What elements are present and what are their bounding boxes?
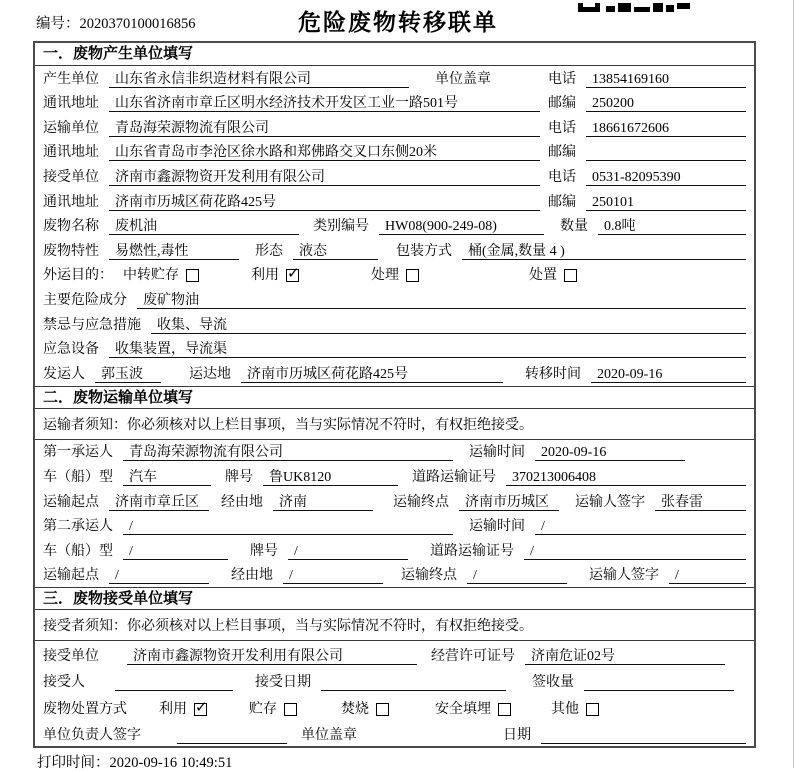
permit2-value: / [524, 543, 746, 560]
row-waste-props [35, 238, 754, 263]
waste-form-value: 液态 [293, 243, 378, 260]
receiver-zip-label: 邮编 [548, 194, 576, 210]
vehicle2-value: / [123, 543, 228, 560]
carrier1-value: 青岛海荣源物流有限公司 [123, 444, 453, 461]
destination-label: 运达地 [189, 366, 231, 382]
route2-sign-label: 运输人签字 [589, 568, 659, 584]
serial-value: 2020370100016856 [79, 16, 196, 32]
permit2-label: 道路运输证号 [430, 543, 514, 559]
utilize-checkbox [286, 269, 299, 282]
section2-notice: 运输者须知：你必须核对以上栏目事项，当与实际情况不符时，有权拒绝接受。 [35, 409, 754, 440]
page-right-edge [793, 0, 794, 768]
taboo-label: 禁忌与应急措施 [43, 317, 141, 333]
row-transporter [35, 115, 754, 140]
route2-end-label: 运输终点 [401, 568, 457, 584]
page-title: 危险废物转移联单 [298, 10, 498, 35]
section3-header: 三．废物接受单位填写 [35, 587, 754, 610]
waste-props-label: 废物特性 [43, 243, 99, 259]
acceptor-label: 接受人 [43, 675, 85, 691]
producer-value: 山东省永信非织造材料有限公司 [109, 71, 409, 88]
row-hazard [35, 287, 754, 312]
row-vehicle1 [35, 464, 754, 489]
qr-code-fragment-icon [578, 0, 690, 10]
row-transporter-address [35, 140, 754, 165]
shipper-label: 发运人 [43, 366, 85, 382]
plate2-value: / [288, 543, 408, 560]
disposal-incinerate-checkbox [376, 703, 389, 716]
waste-pack-value: 桶(金属,数量 4 ) [462, 243, 746, 260]
transporter-address-value: 山东省青岛市李沧区徐水路和郑佛路交叉口东侧20米 [109, 144, 540, 161]
route2-start-label: 运输起点 [43, 568, 99, 584]
taboo-value: 收集、导流 [151, 317, 746, 334]
destination-value: 济南市历城区荷花路425号 [241, 366, 503, 383]
row-receiver [35, 164, 754, 189]
row-receiver-address [35, 189, 754, 214]
treat-checkbox [406, 269, 419, 282]
receiver-address-value: 济南市历城区荷花路425号 [109, 194, 540, 211]
row-disposal-method [35, 694, 754, 721]
carrier1-label: 第一承运人 [43, 445, 113, 461]
waste-form-label: 形态 [255, 243, 283, 259]
signature-label: 单位负责人签字 [43, 728, 141, 744]
row-taboo [35, 312, 754, 337]
disposal-other-checkbox [586, 703, 599, 716]
disposal-option-other: 其他 [551, 701, 599, 718]
section3-notice: 接受者须知：你必须核对以上栏目事项，当与实际情况不符时，有权拒绝接受。 [35, 610, 754, 641]
disposal-option-landfill: 安全填埋 [435, 701, 511, 718]
carrier2-label: 第二承运人 [43, 519, 113, 535]
purpose-option-treat: 处理 [371, 267, 419, 284]
transporter-zip-label: 邮编 [548, 145, 576, 161]
row-route2 [35, 563, 754, 588]
plate2-label: 牌号 [250, 543, 278, 559]
date-value [541, 727, 746, 744]
equipment-label: 应急设备 [43, 342, 99, 358]
plate1-label: 牌号 [225, 469, 253, 485]
row-vehicle2 [35, 538, 754, 563]
disposal-label: 废物处置方式 [43, 701, 127, 717]
disposal-utilize-checkbox [194, 703, 207, 716]
purpose-option-dispose: 处置 [529, 267, 577, 284]
transfer-time-label: 转移时间 [525, 366, 581, 382]
waste-qty-label: 数量 [560, 219, 588, 235]
row-shipper [35, 361, 754, 386]
equipment-value: 收集装置，导流渠 [109, 341, 746, 358]
row-carrier1 [35, 440, 754, 465]
row-purpose [35, 263, 754, 288]
row-route1 [35, 489, 754, 514]
transporter-value: 青岛海荣源物流有限公司 [109, 120, 540, 137]
route1-start-value: 济南市章丘区 [109, 494, 209, 511]
signature-value [177, 727, 287, 744]
waste-code-label: 类别编号 [313, 219, 369, 235]
route2-via-label: 经由地 [231, 568, 273, 584]
section1-header: 一．废物产生单位填写 [35, 43, 754, 66]
waste-name-value: 废机油 [109, 218, 299, 235]
accept-date-label: 接受日期 [255, 675, 311, 691]
route2-end-value: / [467, 567, 567, 584]
disposal-option-utilize: 利用 ✓ [159, 701, 207, 718]
section2-header: 二．废物运输单位填写 [35, 386, 754, 409]
acceptor-value [115, 674, 233, 691]
shipper-value: 郭玉波 [95, 366, 161, 383]
row-waste-name [35, 214, 754, 239]
receiver-label: 接受单位 [43, 169, 99, 185]
serial-label: 编号： [36, 16, 80, 32]
transporter-address-label: 通讯地址 [43, 145, 99, 161]
carrier1-time-label: 运输时间 [469, 445, 525, 461]
row-producer-address [35, 91, 754, 116]
print-time [37, 751, 232, 772]
row-acceptor [35, 668, 754, 695]
purpose-option-transfer-storage: 中转贮存 [123, 267, 199, 284]
vehicle1-label: 车（船）型 [43, 469, 113, 485]
route2-sign-value: / [669, 567, 746, 584]
receiver-zip-value: 250101 [586, 194, 746, 211]
vehicle2-label: 车（船）型 [43, 543, 113, 559]
transporter-phone-label: 电话 [548, 120, 576, 136]
producer-zip-label: 邮编 [548, 96, 576, 112]
disposal-option-storage: 贮存 [249, 701, 297, 718]
receipt-qty-label: 签收量 [532, 675, 574, 691]
disposal-landfill-checkbox [498, 703, 511, 716]
date-label: 日期 [503, 728, 531, 744]
receiver-address-label: 通讯地址 [43, 194, 99, 210]
print-time-label: 打印时间： [37, 755, 110, 771]
hazard-label: 主要危险成分 [43, 292, 127, 308]
waste-pack-label: 包装方式 [396, 243, 452, 259]
transporter-label: 运输单位 [43, 120, 99, 136]
carrier2-time-value: / [535, 518, 746, 535]
transporter-phone-value: 18661672606 [586, 120, 746, 137]
accept-date-value [321, 674, 506, 691]
receipt-qty-value [584, 674, 734, 691]
vehicle1-value: 汽车 [123, 469, 211, 486]
disposal-option-incinerate: 焚烧 [341, 701, 389, 718]
permit1-label: 道路运输证号 [412, 469, 496, 485]
producer-stamp-label: 单位盖章 [435, 71, 491, 87]
producer-zip-value: 250200 [586, 95, 746, 112]
receiver-phone-value: 0531-82095390 [586, 169, 746, 186]
stamp-label: 单位盖章 [301, 728, 357, 744]
route1-via-value: 济南 [273, 494, 373, 511]
disposal-storage-checkbox [284, 703, 297, 716]
license-label: 经营许可证号 [431, 648, 515, 664]
route1-sign-label: 运输人签字 [575, 494, 645, 510]
license-value: 济南危证02号 [525, 648, 725, 665]
transporter-zip-value [586, 144, 746, 161]
route1-end-label: 运输终点 [393, 494, 449, 510]
waste-name-label: 废物名称 [43, 219, 99, 235]
route1-via-label: 经由地 [221, 494, 263, 510]
producer-phone-value: 13854169160 [586, 71, 746, 88]
route1-end-value: 济南市历城区 [459, 494, 559, 511]
row-producer [35, 66, 754, 91]
hazard-value: 废矿物油 [137, 292, 746, 309]
dispose-checkbox [564, 269, 577, 282]
waste-code-value: HW08(900-249-08) [379, 218, 544, 235]
transfer-form [33, 41, 756, 748]
route2-start-value: / [109, 567, 209, 584]
carrier2-value: / [123, 518, 453, 535]
waste-props-value: 易燃性,毒性 [109, 243, 239, 260]
route1-sign-value: 张春雷 [655, 494, 746, 511]
purpose-label: 外运目的： [43, 268, 113, 284]
row-signature [35, 721, 754, 748]
accept-unit-label: 接受单位 [43, 648, 99, 664]
producer-phone-label: 电话 [548, 71, 576, 87]
receiver-value: 济南市鑫源物资开发利用有限公司 [109, 169, 540, 186]
row-accept-unit [35, 641, 754, 668]
transfer-time-value: 2020-09-16 [591, 366, 746, 383]
waste-qty-value: 0.8吨 [598, 218, 746, 235]
row-carrier2 [35, 514, 754, 539]
accept-unit-value: 济南市鑫源物资开发利用有限公司 [127, 648, 417, 665]
plate1-value: 鲁UK8120 [263, 469, 398, 486]
producer-label: 产生单位 [43, 71, 99, 87]
carrier2-time-label: 运输时间 [469, 519, 525, 535]
carrier1-time-value: 2020-09-16 [535, 444, 685, 461]
route2-via-value: / [283, 567, 383, 584]
purpose-option-utilize: 利用 ✓ [251, 267, 299, 284]
print-time-value: 2020-09-16 10:49:51 [109, 755, 233, 771]
row-equipment [35, 337, 754, 362]
receiver-phone-label: 电话 [548, 169, 576, 185]
producer-address-value: 山东省济南市章丘区明水经济技术开发区工业一路501号 [109, 95, 540, 112]
permit1-value: 370213006408 [506, 469, 746, 486]
producer-address-label: 通讯地址 [43, 96, 99, 112]
transfer-storage-checkbox [186, 269, 199, 282]
route1-start-label: 运输起点 [43, 494, 99, 510]
